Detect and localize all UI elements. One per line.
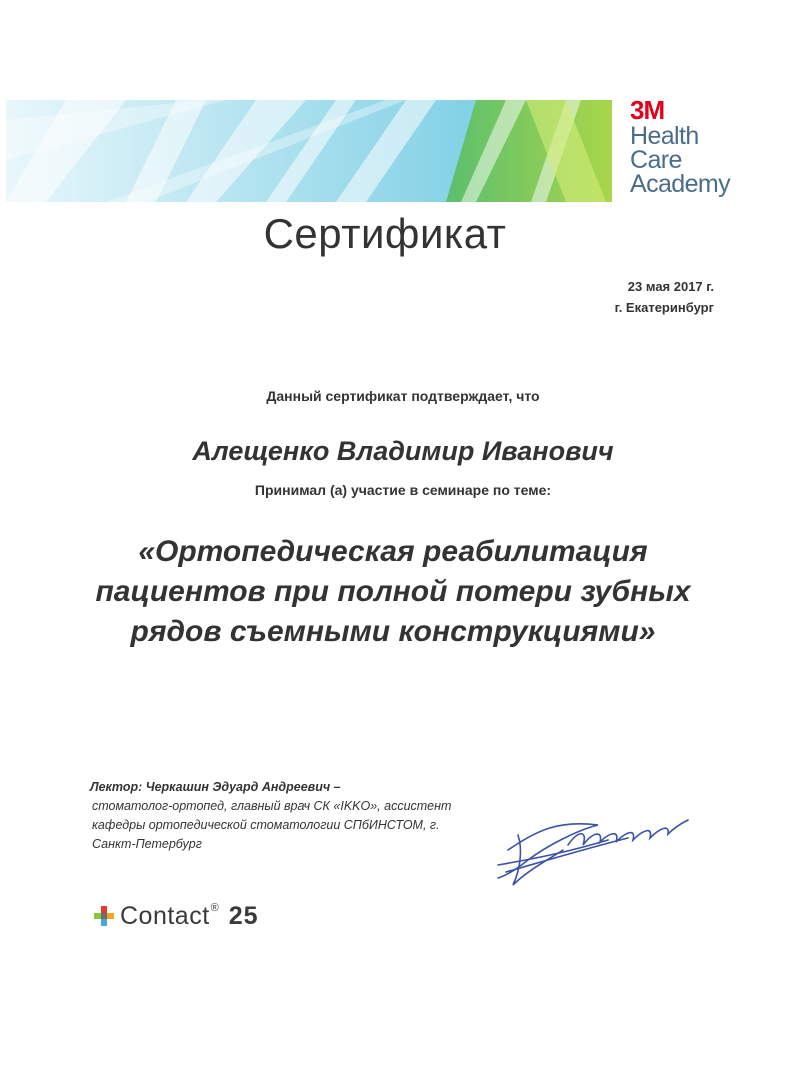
signature	[478, 790, 698, 900]
contact-number: 25	[228, 901, 259, 930]
participated-text: Принимал (а) участие в семинаре по теме:	[254, 482, 552, 498]
registered-mark: ®	[210, 902, 219, 914]
3m-logo: 3M	[630, 95, 665, 125]
brand-line-health: Health	[630, 122, 699, 150]
brand-block	[630, 96, 730, 196]
lecturer-block	[90, 778, 451, 854]
lecturer-detail: Санкт-Петербург	[92, 837, 202, 851]
seminar-topic	[0, 532, 786, 652]
topic-line: пациентов при полной потери зубных	[95, 575, 691, 608]
contact-word: Contact	[120, 901, 210, 930]
certificate-date: 23 мая 2017 г.	[627, 279, 714, 294]
participant-name: Алещенко Владимир Иванович	[192, 436, 614, 466]
lecturer-name: Лектор: Черкашин Эдуард Андреевич –	[90, 780, 341, 794]
brand-line-care: Care	[630, 146, 682, 174]
certificate-title-text: Сертификат	[263, 210, 507, 257]
certificate-city: г. Екатеринбург	[614, 300, 714, 315]
plus-cross-icon	[94, 906, 114, 926]
certificate-title	[0, 210, 770, 258]
topic-line: рядов съемными конструкциями»	[130, 615, 656, 648]
date-place	[615, 276, 714, 318]
header-banner	[6, 100, 612, 202]
lecturer-detail: кафедры ортопедической стоматологии СПбИНСТОМ, г.	[92, 818, 440, 832]
lecturer-detail: стоматолог-ортопед, главный врач СК «IKKO», ассистент	[92, 799, 452, 813]
confirm-text: Данный сертификат подтверждает, что	[266, 388, 540, 404]
contact-25-logo	[94, 896, 259, 936]
brand-line-academy: Academy	[630, 170, 731, 198]
topic-line: «Ортопедическая реабилитация	[138, 535, 648, 568]
